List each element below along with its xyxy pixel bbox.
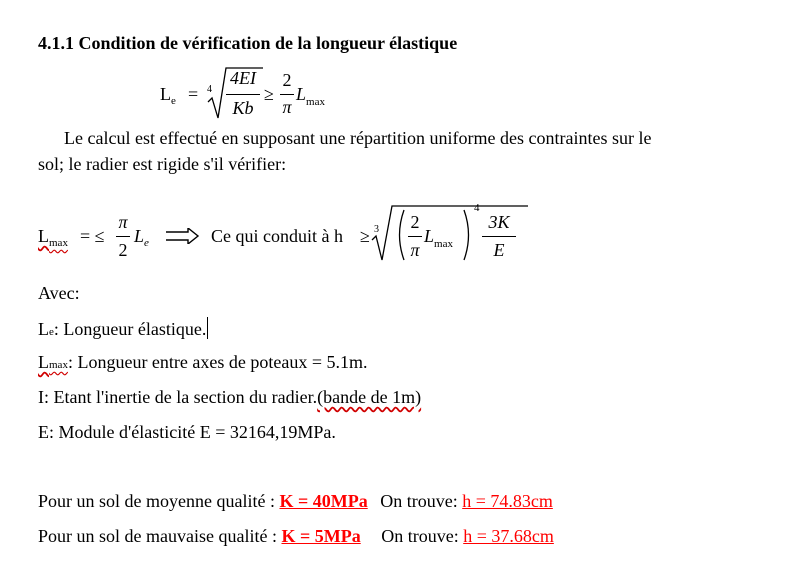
fraction-bar (226, 94, 260, 95)
e-denominator: E (493, 240, 505, 260)
section-heading: 4.1.1 Condition de vérification de la longueur élastique (38, 33, 458, 53)
h-value-poor: h = 37.68cm (463, 526, 554, 546)
inner-two-numerator: 2 (410, 212, 420, 232)
paragraph-line-1: Le calcul est effectué en supposant une répartition uniforme des contraintes sur le (64, 128, 652, 148)
two-denominator: 2 (118, 240, 128, 260)
le-symbol-2: $L_e$ (134, 226, 149, 249)
text-cursor (207, 317, 208, 339)
conclusion-text: Ce qui conduit à h (211, 226, 343, 246)
geq-sign: ≥ (264, 84, 274, 104)
inner-pi-denominator: π (410, 240, 420, 260)
fraction-denominator: Kb (232, 98, 254, 118)
paragraph-line-2: sol; le radier est rigide s'il vérifier: (38, 154, 287, 174)
eq-leq-signs: = ≤ (80, 226, 105, 246)
k-value-medium: K = 40MPa (279, 491, 368, 511)
fraction-bar-4 (408, 236, 422, 237)
root-index: 4 (207, 84, 212, 95)
result-medium-soil: Pour un sol de moyenne qualité : K = 40MPa On trouve: h = 74.83cm (38, 491, 553, 511)
fraction-bar-2 (280, 94, 294, 95)
two-numerator: 2 (282, 70, 292, 90)
definition-le: Le: Longueur élastique. (38, 319, 207, 339)
inner-lmax-symbol: $L_{max}$ (424, 226, 453, 250)
avec-label: Avec: (38, 283, 80, 303)
right-paren (462, 208, 474, 262)
definition-lmax: Lmax: Longueur entre axes de poteaux = 5.1m. (38, 352, 368, 372)
result-poor-soil: Pour un sol de mauvaise qualité : K = 5MPa On trouve: h = 37.68cm (38, 526, 554, 546)
geq-sign-2: ≥ (360, 226, 370, 246)
definition-modulus: E: Module d'élasticité E = 32164,19MPa. (38, 422, 336, 442)
lmax-symbol: $L_{max}$ (296, 84, 325, 108)
lmax-symbol-2: $L_{max}$ (38, 226, 68, 249)
pi-numerator: π (118, 212, 128, 232)
equals-sign: = (188, 84, 199, 104)
fraction-bar-3 (116, 236, 130, 237)
three-k-numerator: 3K (488, 212, 510, 232)
le-symbol: $L_e$ (160, 84, 176, 107)
implies-arrow-icon (164, 228, 200, 244)
definition-inertia: I: Etant l'inertie de la section du radier.(bande de 1m) (38, 387, 422, 407)
power-four: 4 (474, 202, 480, 214)
cube-root-index: 3 (374, 224, 379, 235)
k-value-poor: K = 5MPa (281, 526, 361, 546)
pi-denominator: π (282, 97, 292, 117)
left-paren (394, 208, 406, 262)
fraction-bar-5 (482, 236, 516, 237)
fraction-numerator: 4EI (230, 68, 256, 88)
h-value-medium: h = 74.83cm (462, 491, 553, 511)
